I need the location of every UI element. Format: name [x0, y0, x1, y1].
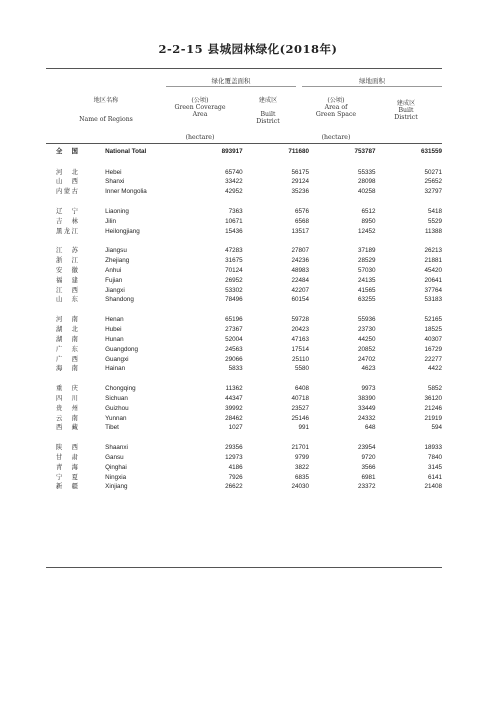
value-cell: 38390: [357, 394, 376, 402]
region-name-en: Shandong: [105, 296, 134, 304]
value-cell: 5833: [228, 365, 243, 373]
region-name-en: Fujian: [105, 276, 123, 284]
value-cell: 23954: [357, 443, 376, 451]
group-header-green-space: 绿地面积: [359, 77, 385, 85]
col-green-space-header: [302, 97, 370, 118]
region-name-zh: 新 疆: [56, 483, 80, 491]
table-row: [46, 295, 442, 305]
value-cell: 35236: [291, 188, 310, 196]
value-cell: 753787: [354, 148, 376, 155]
region-name-zh: 江 苏: [56, 246, 80, 254]
value-cell: 39992: [225, 404, 243, 412]
value-cell: 32797: [424, 188, 442, 196]
value-cell: 25110: [291, 355, 310, 363]
region-name-zh: 重 庆: [56, 384, 80, 392]
value-cell: 6568: [295, 217, 310, 225]
table-row-total: [46, 146, 442, 158]
region-name-en: Sichuan: [105, 394, 128, 402]
region-name-en: Jilin: [105, 217, 116, 225]
region-name-zh: 四 川: [56, 394, 80, 402]
unit-hectare: (hectare): [185, 134, 215, 141]
top-rule: [46, 68, 442, 69]
value-cell: 28098: [357, 178, 376, 186]
region-name-en: Shanxi: [105, 178, 125, 186]
region-name-zh: 吉 林: [56, 217, 80, 225]
col-label-en: District: [394, 114, 418, 121]
region-name-en: Guizhou: [105, 404, 129, 412]
value-cell: 37189: [357, 246, 376, 254]
value-cell: 28462: [225, 414, 243, 422]
value-cell: 52165: [424, 315, 442, 323]
table-body: [46, 146, 442, 492]
value-cell: 47283: [225, 246, 243, 254]
table-row: [46, 345, 442, 355]
region-name-en: Henan: [105, 315, 124, 323]
table-row: [46, 414, 442, 424]
group-spacer: [46, 158, 442, 168]
region-name-zh: 全 国: [56, 148, 80, 155]
bottom-rule: [46, 567, 442, 568]
value-cell: 55335: [357, 168, 376, 176]
region-name-en: Hunan: [105, 335, 124, 343]
col-label-en: Area: [192, 111, 208, 118]
col-label-zh: 建成区: [258, 97, 278, 104]
region-name-en: Chongqing: [105, 384, 136, 392]
value-cell: 26213: [424, 246, 442, 254]
region-name-zh: 宁 夏: [56, 473, 80, 481]
value-cell: 26622: [225, 483, 243, 491]
table-row: [46, 177, 442, 187]
value-cell: 11388: [424, 227, 442, 235]
group-underline: [166, 86, 296, 87]
value-cell: 42207: [291, 286, 310, 294]
page-title: 2-2-15 县城园林绿化(2018年): [158, 42, 338, 56]
value-cell: 9799: [295, 453, 310, 461]
region-name-zh: 青 海: [56, 463, 80, 471]
col-label-en: Built: [398, 107, 414, 114]
region-name-en: Hainan: [105, 365, 126, 373]
value-cell: 13517: [291, 227, 310, 235]
region-name-en: Yunnan: [105, 414, 127, 422]
value-cell: 24135: [357, 276, 376, 284]
table-row: [46, 423, 442, 433]
value-cell: 15436: [225, 227, 243, 235]
region-name-zh: 内蒙古: [56, 188, 80, 196]
value-cell: 11362: [225, 384, 243, 392]
value-cell: 5418: [427, 207, 442, 215]
region-name-en: Zhejiang: [105, 256, 130, 264]
table-row: [46, 394, 442, 404]
region-name-en: Guangdong: [105, 345, 139, 353]
value-cell: 21701: [291, 443, 310, 451]
region-name-zh: 广 西: [56, 355, 80, 363]
table-row: [46, 443, 442, 453]
value-cell: 594: [431, 424, 442, 432]
value-cell: 648: [364, 424, 376, 432]
table-row: [46, 168, 442, 178]
table-row: [46, 315, 442, 325]
value-cell: 6576: [295, 207, 310, 215]
col-built-district-header: [370, 100, 442, 121]
value-cell: 52004: [225, 335, 243, 343]
region-name-zh: 辽 宁: [56, 207, 80, 215]
value-cell: 40258: [357, 188, 376, 196]
value-cell: 56175: [291, 168, 310, 176]
region-name-en: Shaanxi: [105, 443, 128, 451]
table-row: [46, 256, 442, 266]
col-green-coverage-header: [166, 97, 234, 118]
value-cell: 10671: [225, 217, 243, 225]
table-row: [46, 453, 442, 463]
header-rule: [46, 143, 442, 144]
table-row: [46, 207, 442, 217]
region-name-zh: 湖 南: [56, 335, 80, 343]
region-header-en: Name of Regions: [79, 116, 133, 123]
table-row: [46, 404, 442, 414]
value-cell: 24332: [357, 414, 376, 422]
region-name-en: Jiangxi: [105, 286, 125, 294]
region-name-zh: 广 东: [56, 345, 80, 353]
value-cell: 57030: [357, 266, 376, 274]
value-cell: 48983: [291, 266, 310, 274]
group-spacer: [46, 236, 442, 246]
value-cell: 42952: [225, 188, 243, 196]
value-cell: 18525: [424, 325, 442, 333]
region-header-zh: 地区名称: [93, 97, 119, 104]
value-cell: 44250: [357, 335, 376, 343]
value-cell: 4422: [427, 365, 442, 373]
value-cell: 3566: [361, 463, 376, 471]
value-cell: 53302: [225, 286, 243, 294]
value-cell: 6408: [295, 384, 310, 392]
region-name-en: National Total: [105, 148, 147, 155]
table-row: [46, 355, 442, 365]
region-name-zh: 河 南: [56, 315, 80, 323]
value-cell: 3822: [295, 463, 310, 471]
region-name-zh: 云 南: [56, 414, 80, 422]
value-cell: 40307: [424, 335, 442, 343]
value-cell: 711680: [288, 148, 310, 155]
value-cell: 25652: [424, 178, 442, 186]
region-name-en: Heilongjiang: [105, 227, 140, 235]
value-cell: 631559: [420, 148, 442, 155]
value-cell: 12973: [225, 453, 243, 461]
region-name-zh: 贵 州: [56, 404, 80, 412]
value-cell: 53183: [424, 296, 442, 304]
col-label-en: Built: [260, 111, 276, 118]
region-name-zh: 陕 西: [56, 443, 80, 451]
value-cell: 31675: [225, 256, 243, 264]
region-name-zh: 黑龙江: [56, 227, 80, 235]
value-cell: 5852: [427, 384, 442, 392]
value-cell: 27807: [291, 246, 310, 254]
col-label-en: Green Coverage: [174, 104, 226, 111]
value-cell: 7363: [228, 207, 243, 215]
group-spacer: [46, 305, 442, 315]
value-cell: 26952: [225, 276, 243, 284]
group-header-green-coverage: 绿化覆盖面积: [211, 77, 251, 85]
table-row: [46, 217, 442, 227]
value-cell: 22484: [291, 276, 310, 284]
value-cell: 893917: [221, 148, 243, 155]
col-built-district-header: [234, 97, 302, 125]
value-cell: 5529: [427, 217, 442, 225]
value-cell: 12452: [357, 227, 376, 235]
value-cell: 21919: [424, 414, 442, 422]
value-cell: 17514: [291, 345, 310, 353]
unit-hectare: (hectare): [321, 134, 351, 141]
value-cell: 6512: [361, 207, 376, 215]
value-cell: 60154: [291, 296, 310, 304]
value-cell: 23527: [291, 404, 310, 412]
value-cell: 6981: [361, 473, 376, 481]
region-name-en: Jiangsu: [105, 246, 127, 254]
table-row: [46, 473, 442, 483]
value-cell: 45420: [424, 266, 442, 274]
region-name-zh: 福 建: [56, 276, 80, 284]
value-cell: 7926: [228, 473, 243, 481]
value-cell: 55936: [357, 315, 376, 323]
value-cell: 3145: [427, 463, 442, 471]
region-name-en: Gansu: [105, 453, 124, 461]
value-cell: 24030: [291, 483, 310, 491]
value-cell: 59728: [291, 315, 310, 323]
table-row: [46, 276, 442, 286]
value-cell: 991: [298, 424, 310, 432]
value-cell: 24236: [291, 256, 310, 264]
value-cell: 18933: [424, 443, 442, 451]
value-cell: 44347: [225, 394, 243, 402]
value-cell: 23372: [357, 483, 376, 491]
region-name-zh: 浙 江: [56, 256, 80, 264]
group-spacer: [46, 433, 442, 443]
table-row: [46, 227, 442, 237]
table-row: [46, 335, 442, 345]
region-name-zh: 江 西: [56, 286, 80, 294]
group-underline: [302, 86, 442, 87]
value-cell: 5580: [295, 365, 310, 373]
region-name-en: Anhui: [105, 266, 122, 274]
table-row: [46, 266, 442, 276]
value-cell: 9973: [361, 384, 376, 392]
value-cell: 20641: [424, 276, 442, 284]
value-cell: 41565: [357, 286, 376, 294]
table-row: [46, 286, 442, 296]
region-name-en: Guangxi: [105, 355, 129, 363]
value-cell: 29066: [225, 355, 243, 363]
value-cell: 20423: [291, 325, 310, 333]
value-cell: 8950: [361, 217, 376, 225]
value-cell: 50271: [424, 168, 442, 176]
col-label-en: Green Space: [315, 111, 357, 118]
group-spacer: [46, 197, 442, 207]
value-cell: 63255: [357, 296, 376, 304]
unit-label: (公顷): [327, 97, 345, 104]
value-cell: 78496: [225, 296, 243, 304]
region-name-zh: 安 徽: [56, 266, 80, 274]
table-row: [46, 246, 442, 256]
value-cell: 22277: [424, 355, 442, 363]
value-cell: 33449: [357, 404, 376, 412]
value-cell: 21881: [424, 256, 442, 264]
value-cell: 25146: [291, 414, 310, 422]
value-cell: 27367: [225, 325, 243, 333]
value-cell: 6141: [427, 473, 442, 481]
region-name-en: Qinghai: [105, 463, 127, 471]
region-name-zh: 山 西: [56, 178, 80, 186]
value-cell: 65196: [225, 315, 243, 323]
value-cell: 1027: [228, 424, 243, 432]
value-cell: 24563: [225, 345, 243, 353]
value-cell: 36120: [424, 394, 442, 402]
table-row: [46, 187, 442, 197]
value-cell: 21408: [424, 483, 442, 491]
data-table: [46, 146, 442, 492]
region-name-zh: 西 藏: [56, 424, 80, 432]
value-cell: 20852: [357, 345, 376, 353]
value-cell: 37764: [424, 286, 442, 294]
value-cell: 33422: [225, 178, 243, 186]
value-cell: 6835: [295, 473, 310, 481]
region-name-en: Liaoning: [105, 207, 129, 215]
table-row: [46, 325, 442, 335]
unit-label: (公顷): [191, 97, 209, 104]
value-cell: 24702: [357, 355, 376, 363]
value-cell: 65740: [225, 168, 243, 176]
col-label-zh: 建成区: [396, 100, 416, 107]
region-name-zh: 海 南: [56, 365, 80, 373]
value-cell: 29124: [291, 178, 310, 186]
value-cell: 47163: [291, 335, 310, 343]
value-cell: 28529: [357, 256, 376, 264]
value-cell: 4186: [228, 463, 243, 471]
value-cell: 23730: [357, 325, 376, 333]
table-row: [46, 463, 442, 473]
region-name-zh: 湖 北: [56, 325, 80, 333]
region-name-en: Ningxia: [105, 473, 127, 481]
value-cell: 29356: [225, 443, 243, 451]
value-cell: 16729: [424, 345, 442, 353]
col-label-en: Area of: [324, 104, 348, 111]
value-cell: 40718: [291, 394, 310, 402]
table-row: [46, 384, 442, 394]
region-name-en: Tibet: [105, 424, 119, 432]
value-cell: 4623: [361, 365, 376, 373]
region-name-zh: 山 东: [56, 296, 80, 304]
value-cell: 21246: [424, 404, 442, 412]
value-cell: 9720: [361, 453, 376, 461]
group-spacer: [46, 374, 442, 384]
region-name-zh: 河 北: [56, 168, 80, 176]
region-name-en: Xinjiang: [105, 483, 128, 491]
table-row: [46, 482, 442, 492]
region-name-en: Hubei: [105, 325, 122, 333]
value-cell: 7840: [427, 453, 442, 461]
region-name-en: Hebei: [105, 168, 122, 176]
table-row: [46, 364, 442, 374]
region-name-en: Inner Mongolia: [105, 188, 147, 196]
col-label-en: District: [256, 118, 280, 125]
value-cell: 70124: [225, 266, 243, 274]
region-name-zh: 甘 肃: [56, 453, 80, 461]
